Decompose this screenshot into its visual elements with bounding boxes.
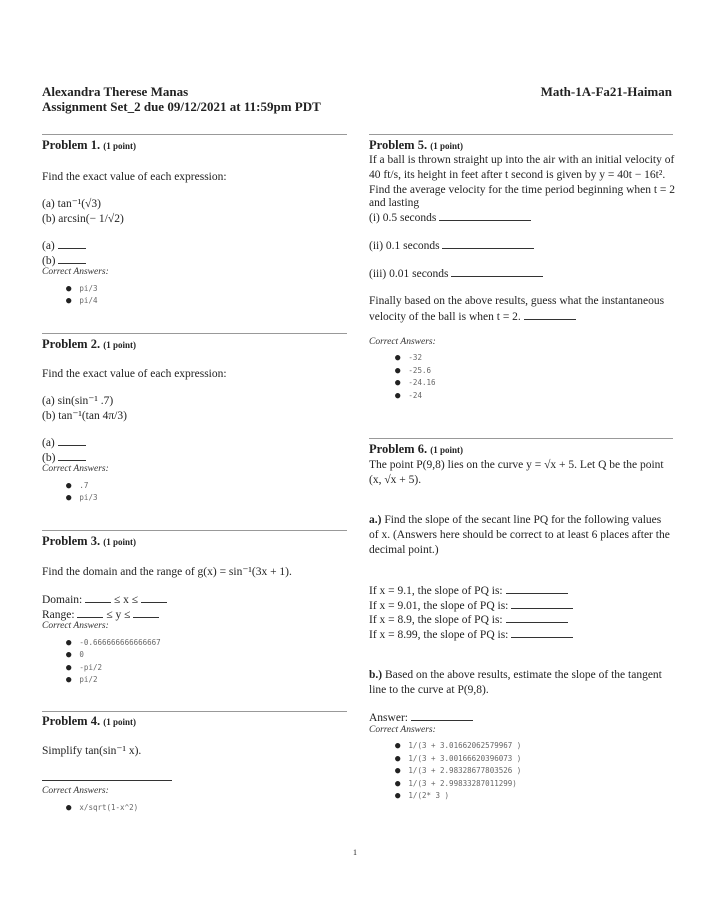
problem-3-points: (1 point) — [103, 537, 136, 547]
problem-5-points: (1 point) — [430, 141, 463, 151]
problem-1-title — [42, 138, 136, 153]
correct-answer-item: ● -24.16 — [395, 378, 436, 388]
part-i-blank[interactable] — [439, 210, 531, 221]
problem-3-domain — [42, 592, 167, 608]
correct-answer-item: ● x/sqrt(1-x^2) — [66, 803, 139, 813]
correct-answer-item: ● pi/3 — [66, 284, 98, 294]
answer-a-blank[interactable] — [58, 435, 86, 446]
problem-2-title — [42, 337, 136, 352]
problem-4-prompt: Simplify tan(sin⁻¹ x). — [42, 745, 142, 757]
student-name: Alexandra Therese Manas — [42, 84, 189, 99]
correct-answers-label: Correct Answers: — [42, 464, 109, 474]
course-name: Math-1A-Fa21-Haiman — [540, 84, 672, 99]
problem-6-part-a-line: of x. (Answers here should be correct to at least 6 places after the — [369, 529, 670, 541]
correct-answer-item: ● -0.666666666666667 — [66, 638, 161, 648]
secant-question: If x = 9.01, the slope of PQ is: — [369, 598, 573, 614]
answer-a-blank[interactable] — [58, 238, 86, 249]
problem-2-prompt: Find the exact value of each expression: — [42, 368, 227, 380]
answer-b-label: (b) — [42, 255, 56, 267]
problem-5-title — [369, 138, 463, 153]
problem-5-text-line: and lasting — [369, 197, 420, 209]
secant-question: If x = 9.1, the slope of PQ is: — [369, 583, 568, 599]
problem-5-text-line: Find the average velocity for the time period beginning when t = 2 — [369, 184, 676, 196]
problem-5-final-line: Finally based on the above results, guess what the instantaneous — [369, 295, 665, 307]
answer-b-blank[interactable] — [58, 450, 86, 461]
problem-3-number: Problem 3. — [42, 534, 101, 548]
correct-answer-item: ● -pi/2 — [66, 663, 102, 673]
problem-2-points: (1 point) — [103, 340, 136, 350]
secant-slope-blank[interactable] — [511, 598, 573, 609]
correct-answer-item: ● 0 — [66, 650, 84, 660]
problem-3-prompt: Find the domain and the range of g(x) = sin⁻¹(3x + 1). — [42, 566, 292, 578]
domain-min-blank[interactable] — [85, 592, 111, 603]
problem-2-answer-a — [42, 435, 86, 451]
range-label: Range: — [42, 609, 75, 621]
answer-label: Answer: — [369, 712, 408, 724]
problem-2-part-b: (b) tan⁻¹(tan 4π/3) — [42, 410, 127, 422]
problem-5-text-line: 40 ft/s, its height in feet after t second is given by y = 40t − 16t². — [369, 169, 666, 181]
problem-6-part-b-line: line to the curve at P(9,8). — [369, 684, 489, 696]
secant-slope-blank[interactable] — [506, 583, 568, 594]
problem-1-part-a: (a) tan⁻¹(√3) — [42, 198, 101, 210]
problem-6-title — [369, 442, 463, 457]
domain-relation: ≤ x ≤ — [114, 594, 139, 606]
correct-answer-item: ● 1/(3 + 3.01662062579967 ) — [395, 741, 522, 751]
correct-answers-label: Correct Answers: — [42, 621, 109, 631]
divider — [42, 333, 347, 334]
problem-3-title — [42, 534, 136, 549]
problem-6-part-b-line: b.) Based on the above results, estimate the slope of the tangent — [369, 669, 662, 681]
problem-1-points: (1 point) — [103, 141, 136, 151]
problem-6-number: Problem 6. — [369, 442, 428, 456]
problem-6-text-line: The point P(9,8) lies on the curve y = √x + 5. Let Q be the point — [369, 459, 664, 471]
range-max-blank[interactable] — [133, 607, 159, 618]
answer-blank[interactable] — [42, 780, 172, 781]
correct-answer-item: ● pi/2 — [66, 675, 98, 685]
domain-max-blank[interactable] — [141, 592, 167, 603]
secant-question: If x = 8.99, the slope of PQ is: — [369, 627, 573, 643]
problem-6-points: (1 point) — [430, 445, 463, 455]
problem-6-part-a-line: a.) Find the slope of the secant line PQ for the following values — [369, 514, 662, 526]
correct-answer-item: ● .7 — [66, 481, 89, 491]
problem-2-part-a: (a) sin(sin⁻¹ .7) — [42, 395, 114, 407]
tangent-slope-blank[interactable] — [411, 710, 473, 721]
secant-question: If x = 8.9, the slope of PQ is: — [369, 612, 568, 628]
problem-5-part-i: (i) 0.5 seconds — [369, 210, 531, 226]
correct-answer-item: ● pi/3 — [66, 493, 98, 503]
problem-5-part-ii: (ii) 0.1 seconds — [369, 238, 534, 254]
correct-answer-item: ● 1/(3 + 2.99833287011299) — [395, 779, 517, 789]
correct-answer-item: ● -24 — [395, 391, 422, 401]
problem-4-title — [42, 714, 136, 729]
problem-6-part-a-line: decimal point.) — [369, 544, 439, 556]
secant-slope-blank[interactable] — [511, 627, 573, 638]
domain-label: Domain: — [42, 594, 83, 606]
problem-1-prompt: Find the exact value of each expression: — [42, 171, 227, 183]
problem-4-number: Problem 4. — [42, 714, 101, 728]
divider — [42, 711, 347, 712]
part-b-label: b.) — [369, 669, 383, 681]
page-number: 1 — [353, 848, 357, 857]
problem-1-number: Problem 1. — [42, 138, 101, 152]
answer-b-blank[interactable] — [58, 253, 86, 264]
divider — [42, 530, 347, 531]
instantaneous-velocity-blank[interactable] — [524, 309, 576, 320]
range-min-blank[interactable] — [77, 607, 103, 618]
correct-answer-item: ● 1/(3 + 3.00166620396073 ) — [395, 754, 522, 764]
answer-b-label: (b) — [42, 452, 56, 464]
divider — [369, 438, 673, 439]
correct-answer-item: ● pi/4 — [66, 296, 98, 306]
correct-answer-item: ● 1/(3 + 2.98328677803526 ) — [395, 766, 522, 776]
problem-2-number: Problem 2. — [42, 337, 101, 351]
problem-1-part-b: (b) arcsin(− 1/√2) — [42, 213, 124, 225]
part-ii-blank[interactable] — [442, 238, 534, 249]
assignment-title: Assignment Set_2 due 09/12/2021 at 11:59pm PDT — [42, 99, 321, 114]
correct-answer-item: ● -25.6 — [395, 366, 431, 376]
divider — [369, 134, 673, 135]
problem-1-answer-a — [42, 238, 86, 254]
correct-answers-label: Correct Answers: — [369, 725, 436, 735]
answer-a-label: (a) — [42, 437, 55, 449]
secant-slope-blank[interactable] — [506, 612, 568, 623]
problem-5-final-line: velocity of the ball is when t = 2. — [369, 309, 576, 325]
answer-a-label: (a) — [42, 240, 55, 252]
correct-answers-label: Correct Answers: — [369, 337, 436, 347]
correct-answer-item: ● -32 — [395, 353, 422, 363]
divider — [42, 134, 347, 135]
correct-answer-item: ● 1/(2* 3 ) — [395, 791, 450, 801]
correct-answers-label: Correct Answers: — [42, 786, 109, 796]
range-relation: ≤ y ≤ — [106, 609, 131, 621]
problem-6-text-line: (x, √x + 5). — [369, 474, 422, 486]
problem-5-number: Problem 5. — [369, 138, 428, 152]
problem-6-answer — [369, 710, 473, 726]
correct-answers-label: Correct Answers: — [42, 267, 109, 277]
problem-5-part-iii: (iii) 0.01 seconds — [369, 266, 543, 282]
part-iii-blank[interactable] — [451, 266, 543, 277]
problem-4-points: (1 point) — [103, 717, 136, 727]
part-a-label: a.) — [369, 514, 382, 526]
problem-5-text-line: If a ball is thrown straight up into the air with an initial velocity of — [369, 154, 675, 166]
